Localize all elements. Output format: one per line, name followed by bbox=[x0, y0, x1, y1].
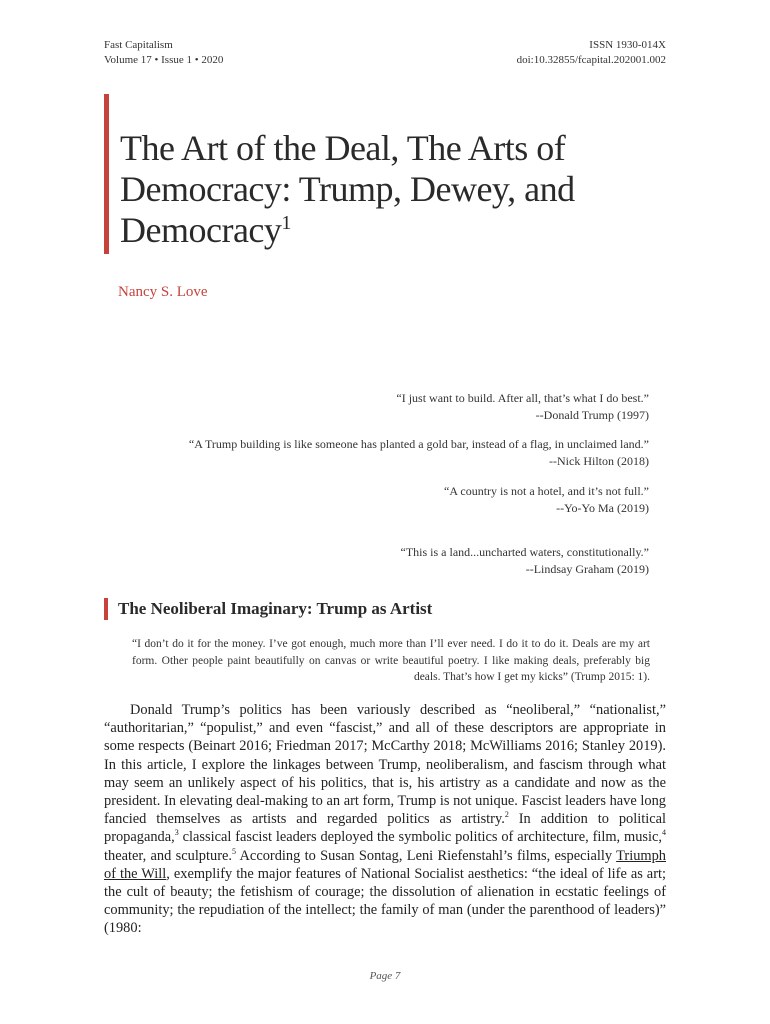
body-text-run: , exemplify the major features of National Socialist aesthetics: “the ideal of life as art; the cult of beauty; the fetishism of courage; the dissolution of alienation in ecstatic feelings of community; the repudiation of the intellect; the family of man (under the parenthood of leaders)” (1980: bbox=[104, 865, 666, 937]
epigraph-quote: “This is a land...uncharted waters, constitutionally.” bbox=[400, 545, 649, 559]
body-text-run: In addition to political propaganda, bbox=[104, 811, 666, 846]
body-text-run: Donald Trump’s politics has been variously described as “neoliberal,” “nationalist,” “authoritarian,” “populist,” and even “fascist,” and all of these descriptors are appropriate in some respects (Beinart 2016; Friedman 2017; McCarthy 2018; McWilliams 2016; Stanley 2019). In this article, I explore the linkages between Trump, neoliberalism, and fascism through what may seem an unlikely aspect of his politics, that is, his artistry as a candidate and now as the president. In elevating deal-making to an art form, Trump is not unique. Fascist leaders have long fancied themselves as artists and regarded politics as artistry. bbox=[104, 702, 666, 828]
title-footnote-marker[interactable]: 1 bbox=[281, 212, 291, 234]
epigraph bbox=[189, 436, 649, 469]
footnote-marker[interactable]: 3 bbox=[174, 828, 179, 838]
doi: doi:10.32855/fcapital.202001.002 bbox=[516, 54, 666, 66]
epigraph-quote: “I just want to build. After all, that’s what I do best.” bbox=[396, 391, 649, 405]
article-title bbox=[120, 128, 664, 251]
section-accent-bar bbox=[104, 598, 108, 620]
journal-name: Fast Capitalism bbox=[104, 39, 173, 51]
epigraph bbox=[401, 544, 649, 577]
epigraph bbox=[444, 483, 649, 516]
epigraph-attribution: --Lindsay Graham (2019) bbox=[525, 561, 649, 576]
body-text-run: theater, and sculpture. bbox=[104, 847, 232, 864]
body-paragraph bbox=[104, 701, 666, 938]
body-text-run: classical fascist leaders deployed the symbolic politics of architecture, film, music, bbox=[178, 829, 662, 846]
epigraph-attribution: --Yo-Yo Ma (2019) bbox=[556, 500, 649, 515]
epigraph-attribution: --Nick Hilton (2018) bbox=[549, 453, 649, 468]
body-text-run: According to Susan Sontag, Leni Riefenstahl’s films, especially bbox=[235, 847, 617, 864]
page-number: Page 7 bbox=[369, 970, 401, 982]
running-header-right bbox=[517, 38, 666, 68]
film-title: Triumph of the Will bbox=[104, 847, 666, 882]
body-text bbox=[104, 701, 666, 938]
block-quote: “I don’t do it for the money. I’ve got enough, much more than I’ll ever need. I do it to do it. Deals are my art form. Other people paint beautifully on canvas or write beautiful poetry. I like making deals, preferably big deals. That’s how I get my kicks” (Trump 2015: 1). bbox=[132, 638, 650, 683]
article-title-text: The Art of the Deal, The Arts of Democracy: Trump, Dewey, and Democracy bbox=[120, 128, 575, 250]
epigraph-quote: “A Trump building is like someone has planted a gold bar, instead of a flag, in unclaimed land.” bbox=[188, 437, 649, 451]
footnote-marker[interactable]: 2 bbox=[504, 810, 509, 820]
section-heading: The Neoliberal Imaginary: Trump as Artist bbox=[118, 599, 433, 618]
title-accent-bar bbox=[104, 94, 109, 254]
author-name: Nancy S. Love bbox=[118, 284, 208, 300]
volume-issue-line: Volume 17 • Issue 1 • 2020 bbox=[104, 54, 224, 66]
issn: ISSN 1930-014X bbox=[589, 39, 666, 51]
epigraph bbox=[396, 390, 649, 423]
epigraph-quote: “A country is not a hotel, and it’s not full.” bbox=[444, 484, 649, 498]
footnote-marker[interactable]: 4 bbox=[662, 828, 666, 838]
running-header-left bbox=[104, 38, 223, 68]
epigraph-attribution: --Donald Trump (1997) bbox=[535, 407, 649, 422]
footnote-marker[interactable]: 5 bbox=[231, 846, 236, 856]
